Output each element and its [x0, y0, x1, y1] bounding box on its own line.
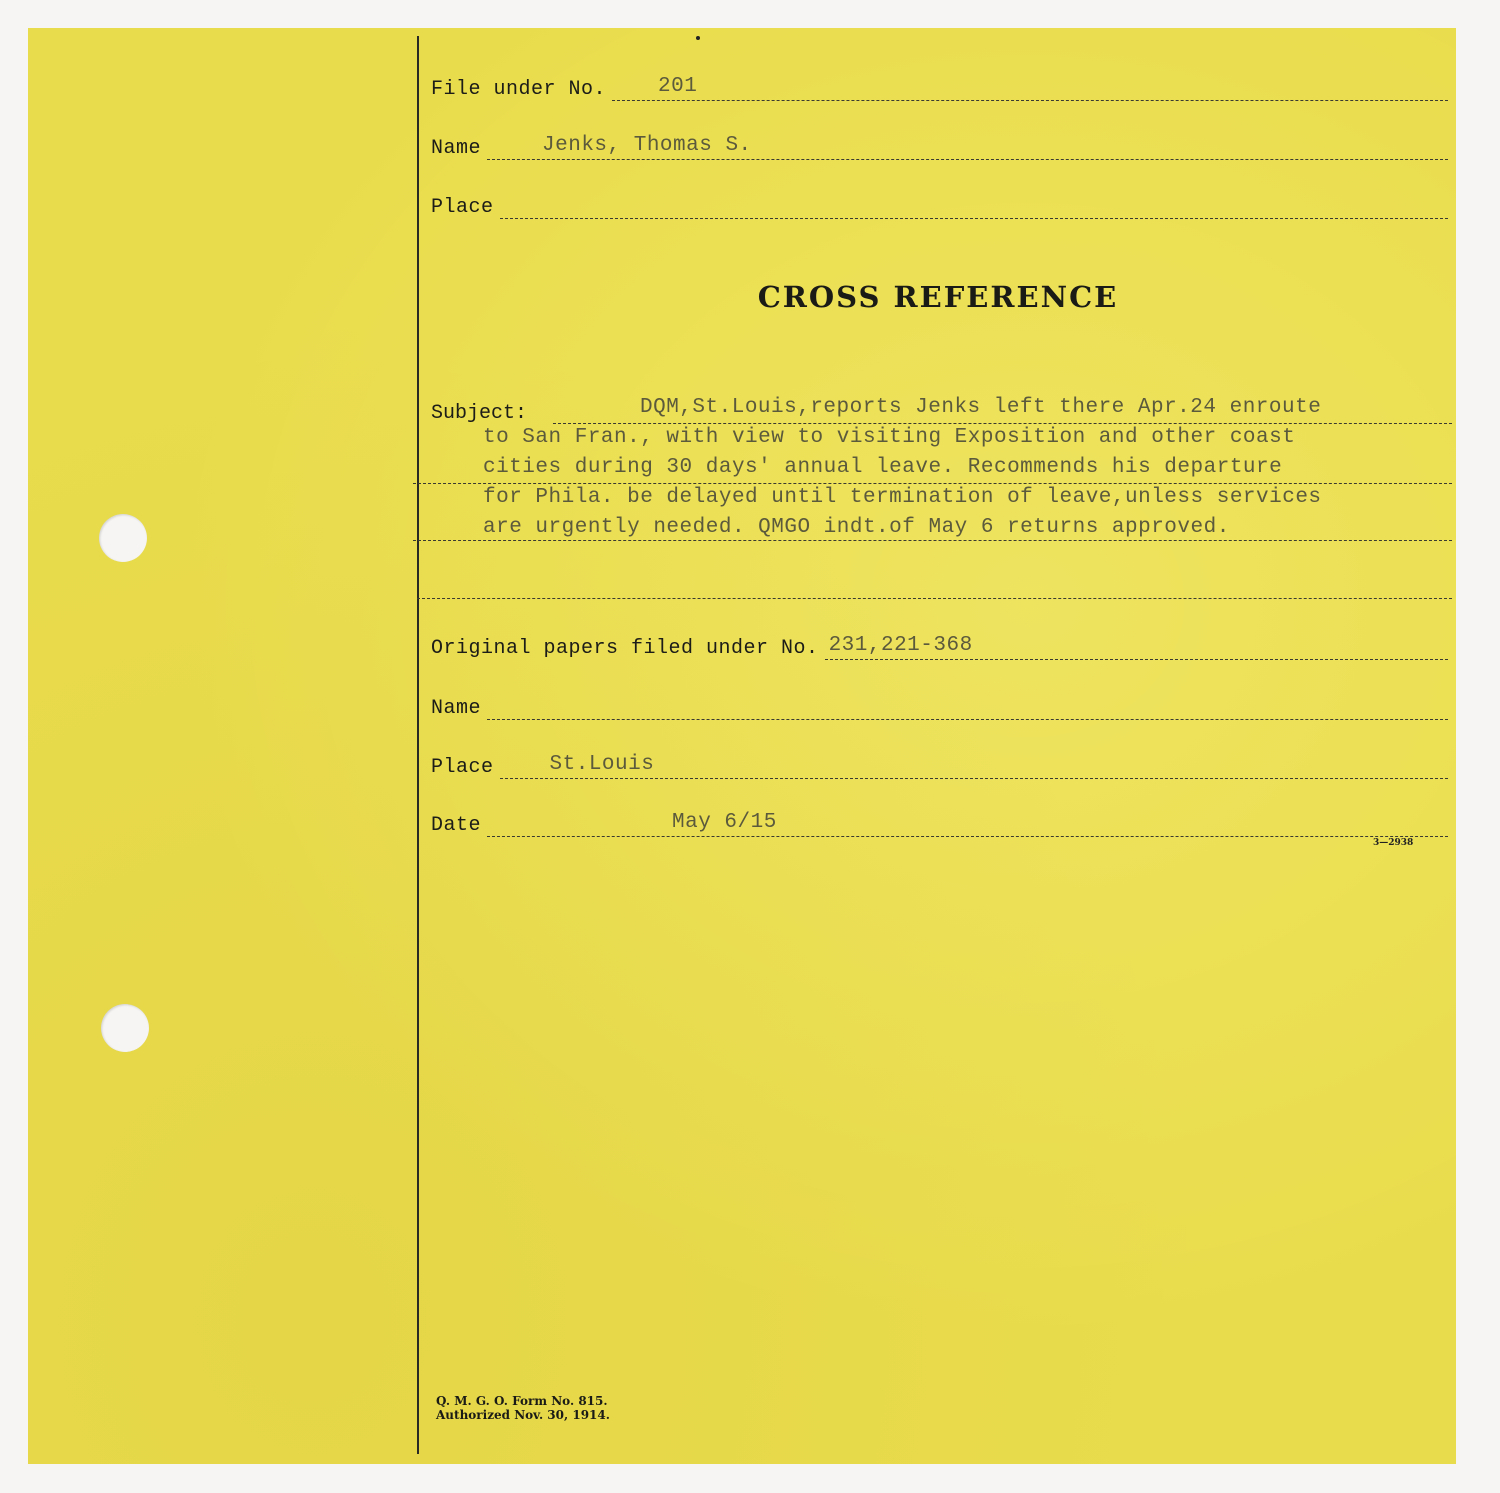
- subject-text-line: for Phila. be delayed until termination of leave,unless services: [483, 486, 1322, 509]
- date-row: [431, 812, 1448, 837]
- place2-label: Place: [431, 756, 494, 779]
- subject-line-2: [413, 483, 1452, 484]
- file-under-field: [612, 76, 1448, 101]
- place2-value: St.Louis: [549, 753, 655, 776]
- subject-text-line: to San Fran., with view to visiting Exposition and other coast: [483, 426, 1296, 449]
- file-under-value: 201: [658, 75, 698, 98]
- punch-hole-top: [99, 514, 147, 562]
- original-papers-field: [825, 635, 1448, 660]
- original-papers-value: 231,221-368: [828, 634, 973, 657]
- form-footer-line-1: Q. M. G. O. Form No. 815.: [436, 1394, 608, 1408]
- subject-label: Subject:: [431, 402, 528, 425]
- subject-line-3: [413, 540, 1452, 541]
- form-footer: [436, 1394, 610, 1422]
- name-value: Jenks, Thomas S.: [542, 134, 752, 157]
- subject-text-line: DQM,St.Louis,reports Jenks left there Apr.24 enroute: [640, 396, 1322, 419]
- file-under-row: [431, 76, 1448, 101]
- subject-text-line: are urgently needed. QMGO indt.of May 6 returns approved.: [483, 516, 1230, 539]
- name2-label: Name: [431, 697, 482, 720]
- date-label: Date: [431, 814, 482, 837]
- top-mark: [696, 36, 700, 40]
- date-field: [487, 812, 1448, 837]
- place2-field: [500, 754, 1448, 779]
- date-value: May 6/15: [672, 811, 777, 834]
- section-separator: [417, 598, 1452, 599]
- original-papers-label: Original papers filed under No.: [431, 637, 819, 660]
- name-row: [431, 135, 1448, 160]
- form-footer-line-2: Authorized Nov. 30, 1914.: [436, 1408, 610, 1422]
- cross-reference-card: [28, 28, 1456, 1464]
- name-field: [487, 135, 1448, 160]
- place-row: [431, 194, 1448, 219]
- name2-field: [487, 695, 1448, 720]
- place-label: Place: [431, 196, 494, 219]
- original-papers-row: [431, 635, 1448, 660]
- name-label: Name: [431, 137, 482, 160]
- subject-line-1: [553, 423, 1452, 424]
- margin-rule: [417, 36, 419, 1454]
- form-title: CROSS REFERENCE: [757, 280, 1119, 314]
- subject-text-line: cities during 30 days' annual leave. Recommends his departure: [483, 456, 1283, 479]
- punch-hole-bottom: [101, 1004, 149, 1052]
- place2-row: [431, 754, 1448, 779]
- name2-row: [431, 695, 1448, 720]
- place-field: [500, 194, 1448, 219]
- print-code: 3—2938: [1373, 838, 1414, 848]
- file-under-label: File under No.: [431, 78, 607, 101]
